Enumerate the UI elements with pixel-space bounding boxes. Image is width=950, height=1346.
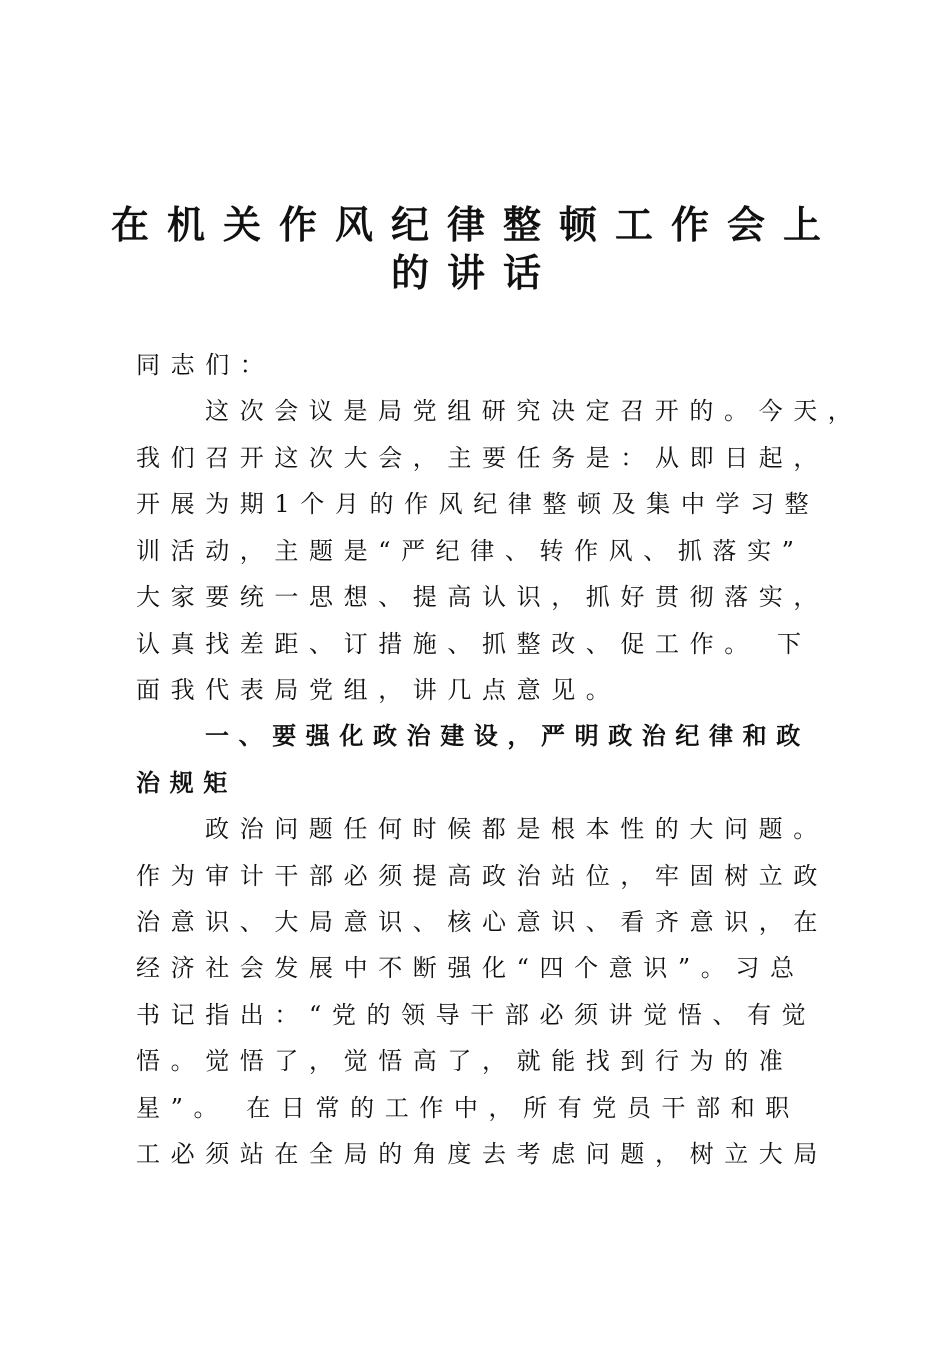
paragraph-line: 星”。 在日常的工作中，所有党员干部和职 <box>136 1094 800 1122</box>
paragraph-line: 认真找差距、订措施、抓整改、促工作。 下 <box>136 630 812 658</box>
paragraph-line: 我们召开这次大会，主要任务是：从即日起， <box>136 444 828 472</box>
paragraph-line: 书记指出：“党的领导干部必须讲觉悟、有觉 <box>136 1001 817 1029</box>
document-title-line-2: 的讲话 <box>390 251 559 295</box>
paragraph-line: 政治问题任何时候都是根本性的大问题。 <box>205 815 828 843</box>
paragraph-line: 治意识、大局意识、核心意识、看齐意识，在 <box>136 908 828 936</box>
document-title-line-1: 在机关作风纪律整顿工作会上 <box>110 203 839 247</box>
salutation: 同志们： <box>136 351 275 379</box>
paragraph-line: 训活动，主题是“严纪律、转作风、抓落实” <box>136 537 805 565</box>
paragraph-line: 面我代表局党组，讲几点意见。 <box>136 676 621 704</box>
paragraph-line: 大家要统一思想、提高认识，抓好贯彻落实， <box>136 583 828 611</box>
paragraph-line: 工必须站在全局的角度去考虑问题，树立大局 <box>136 1140 828 1168</box>
section-heading: 一、要强化政治建设，严明政治纪律和政 <box>205 722 810 750</box>
paragraph-line: 悟。觉悟了，觉悟高了，就能找到行为的准 <box>136 1047 794 1075</box>
paragraph-line: 经济社会发展中不断强化“四个意识”。习总 <box>136 954 805 982</box>
paragraph-line: 这次会议是局党组研究决定召开的。今天， <box>205 397 863 425</box>
section-heading: 治规矩 <box>136 769 237 797</box>
paragraph-line: 作为审计干部必须提高政治站位，牢固树立政 <box>136 862 828 890</box>
paragraph-line: 开展为期1个月的作风纪律整顿及集中学习整 <box>136 490 820 518</box>
